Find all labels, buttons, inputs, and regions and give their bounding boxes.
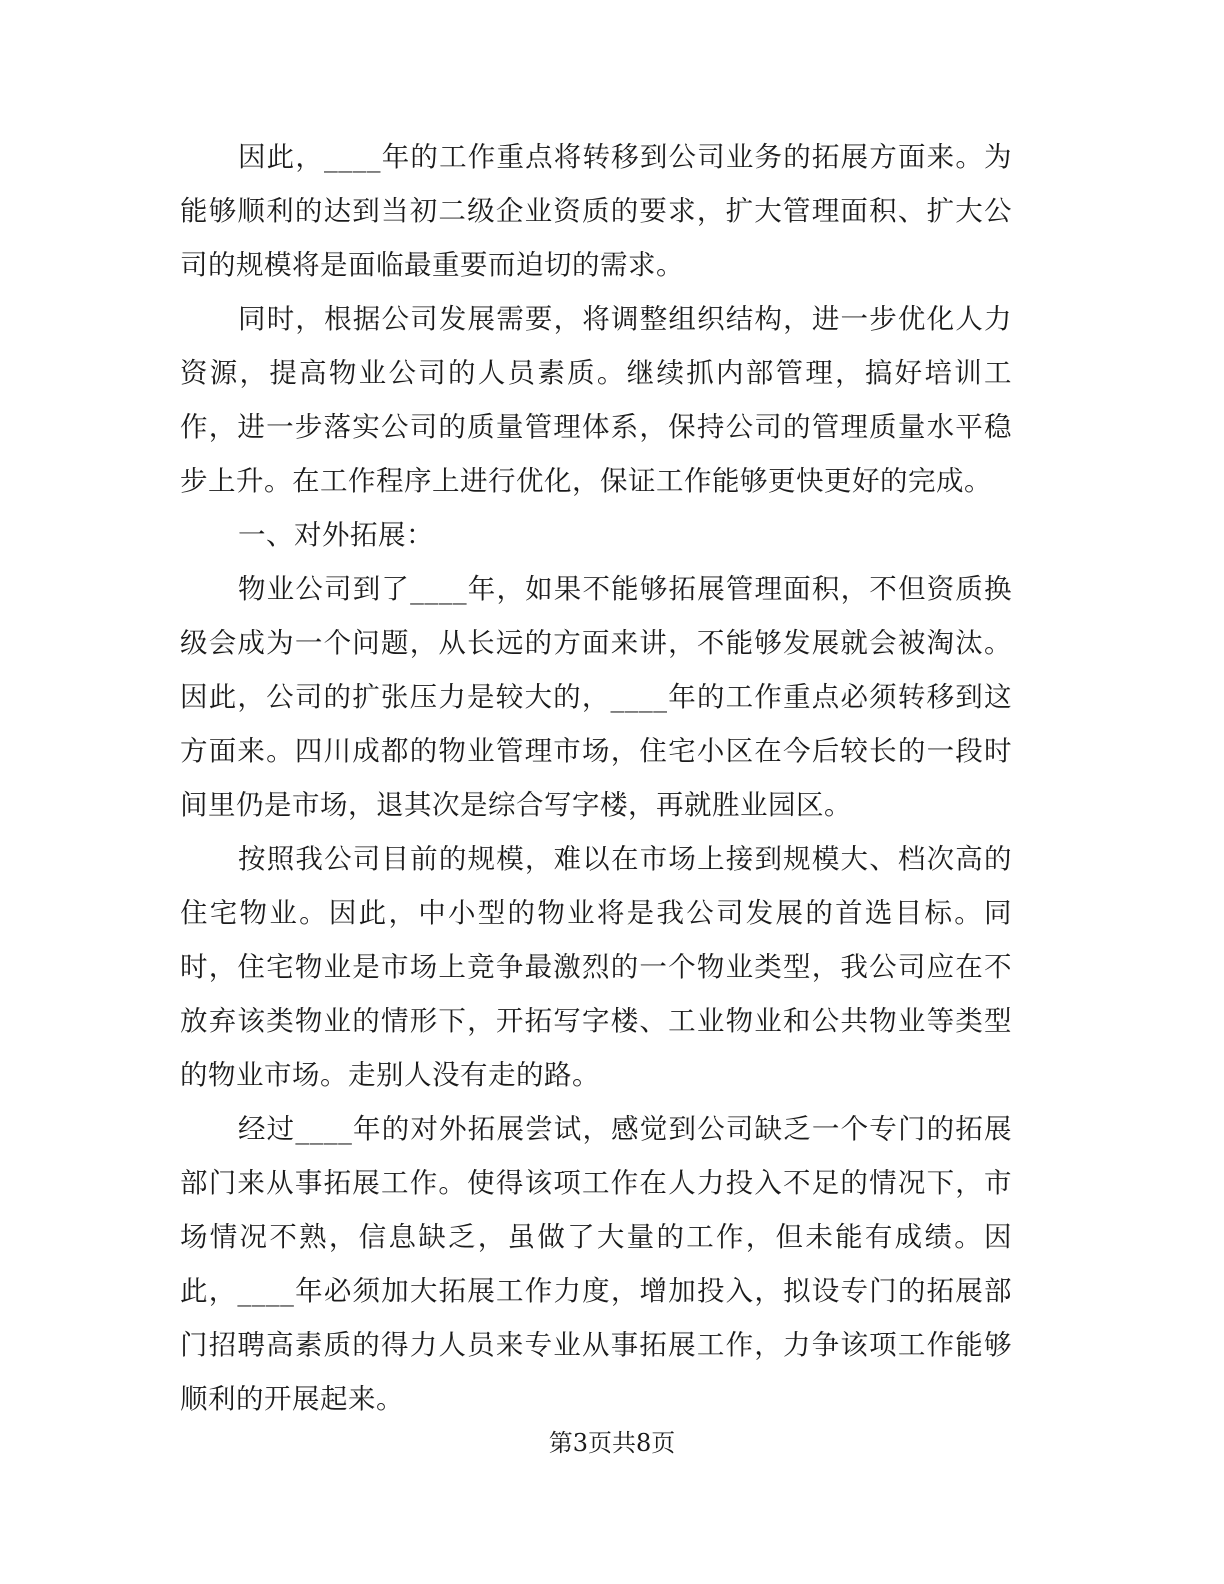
paragraph-3: 物业公司到了____年，如果不能够拓展管理面积，不但资质换级会成为一个问题，从长远的方面来讲，不能够发展就会被淘汰。因此，公司的扩张压力是较大的，____年的工作重点必须转移到这方面来。四川成都的物业管理市场，住宅小区在今后较长的一段时间里仍是市场，退其次是综合写字楼，再就胜业园区。: [180, 573, 1012, 821]
paragraph-1: 因此，____年的工作重点将转移到公司业务的拓展方面来。为能够顺利的达到当初二级企业资质的要求，扩大管理面积、扩大公司的规模将是面临最重要而迫切的需求。: [180, 141, 1012, 281]
page-number-footer: 第3页共8页: [548, 1429, 676, 1457]
paragraph-2: 同时，根据公司发展需要，将调整组织结构，进一步优化人力资源，提高物业公司的人员素质。继续抓内部管理，搞好培训工作，进一步落实公司的质量管理体系，保持公司的管理质量水平稳步上升。在工作程序上进行优化，保证工作能够更快更好的完成。: [180, 303, 1012, 497]
paragraph-4: 按照我公司目前的规模，难以在市场上接到规模大、档次高的住宅物业。因此，中小型的物业将是我公司发展的首选目标。同时，住宅物业是市场上竞争最激烈的一个物业类型，我公司应在不放弃该类物业的情形下，开拓写字楼、工业物业和公共物业等类型的物业市场。走别人没有走的路。: [180, 843, 1012, 1091]
paragraph-5: 经过____年的对外拓展尝试，感觉到公司缺乏一个专门的拓展部门来从事拓展工作。使得该项工作在人力投入不足的情况下，市场情况不熟，信息缺乏，虽做了大量的工作，但未能有成绩。因此，____年必须加大拓展工作力度，增加投入，拟设专门的拓展部门招聘高素质的得力人员来专业从事拓展工作，力争该项工作能够顺利的开展起来。: [180, 1113, 1012, 1415]
document-body: [180, 130, 1012, 1426]
section-heading: 一、对外拓展：: [238, 519, 434, 551]
